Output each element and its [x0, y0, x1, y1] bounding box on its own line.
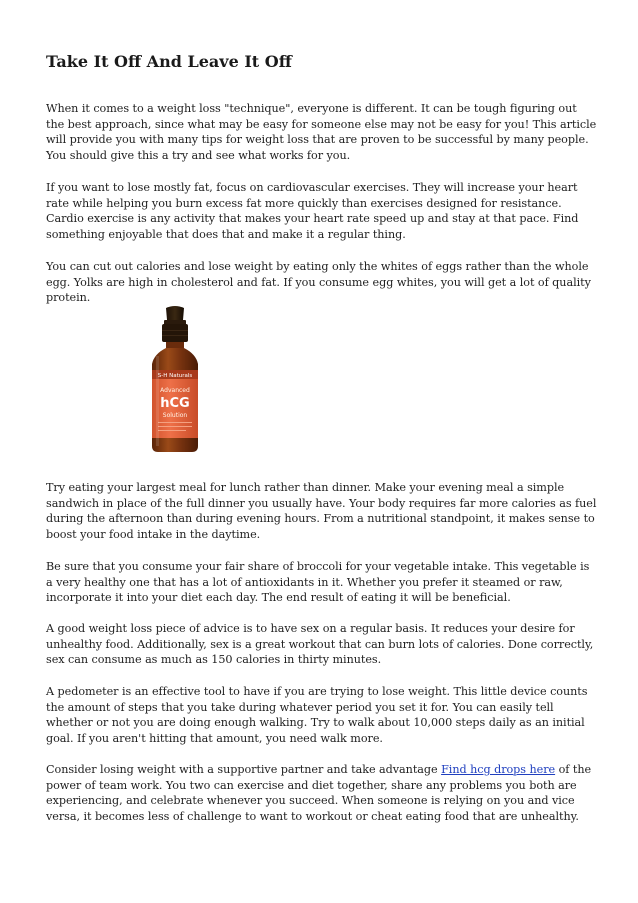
paragraph-intro: When it comes to a weight loss "technique", everyone is different. It can be tough figuring out the best approach, since what may be easy for someone else may not be easy for you! This article will provide you with many tips for weight loss that are proven to be successful by many people. You should give this a try and see what works for you. [46, 102, 597, 162]
paragraph-broccoli: Be sure that you consume your fair share of broccoli for your vegetable intake. This vegetable is a very healthy one that has a lot of antioxidants in it. Whether you prefer it steamed or raw, incorporate it into your diet each day. The end result of eating it will be beneficial. [46, 560, 590, 605]
partner-text-after: of the power of team work. You two can exercise and diet together, share any problems you both are experiencing, and celebrate whenever you succeed. When someone is relying on you and vice versa, it becomes less of challenge to want to workout or cheat eating food that are unhealthy. [46, 763, 592, 823]
bottle-label-line3: Solution [162, 412, 188, 419]
paragraph-egg-whites: You can cut out calories and lose weight by eating only the whites of eggs rather than the whole egg. Yolks are high in cholesterol and fat. If you consume egg whites, you will get a lot of quality protein. [46, 260, 591, 305]
bottle-label-line1: Advanced [160, 387, 190, 394]
paragraph-cardio: If you want to lose mostly fat, focus on cardiovascular exercises. They will increase your heart rate while helping you burn excess fat more quickly than exercises designed for resistance. Cardio exercise is any activity that makes your heart rate speed up and stay at that pace. Find something enjoyable that does that and make it a regular thing. [46, 181, 579, 241]
partner-text-before: Consider losing weight with a supportive partner and take advantage [46, 763, 442, 776]
find-hcg-drops-link[interactable]: Find hcg drops here [441, 763, 556, 776]
hcg-bottle-image [122, 306, 228, 454]
paragraph-pedometer: A pedometer is an effective tool to have if you are trying to lose weight. This little device counts the amount of steps that you take during whatever period you set it for. You can easily tell whether or not you are doing enough walking. Try to walk about 10,000 steps daily as an initial goal. If you aren't hitting that amount, you need walk more. [46, 685, 588, 745]
bottle-label-line2: hCG [160, 396, 190, 411]
paragraph-advice: A good weight loss piece of advice is to have sex on a regular basis. It reduces your desire for unhealthy food. Additionally, sex is a great workout that can burn lots of calories. Done correctly, sex can consume as much as 150 calories in thirty minutes. [46, 622, 594, 667]
paragraph-partner [46, 762, 598, 824]
page-title: Take It Off And Leave It Off [46, 52, 292, 71]
paragraph-lunch: Try eating your largest meal for lunch rather than dinner. Make your evening meal a simple sandwich in place of the full dinner you usually have. Your body requires far more calories as fuel during the afternoon than during evening hours. From a nutritional standpoint, it makes sense to boost your food intake in the daytime. [46, 481, 597, 541]
bottle-brand-text: S-H Naturals [157, 373, 193, 379]
